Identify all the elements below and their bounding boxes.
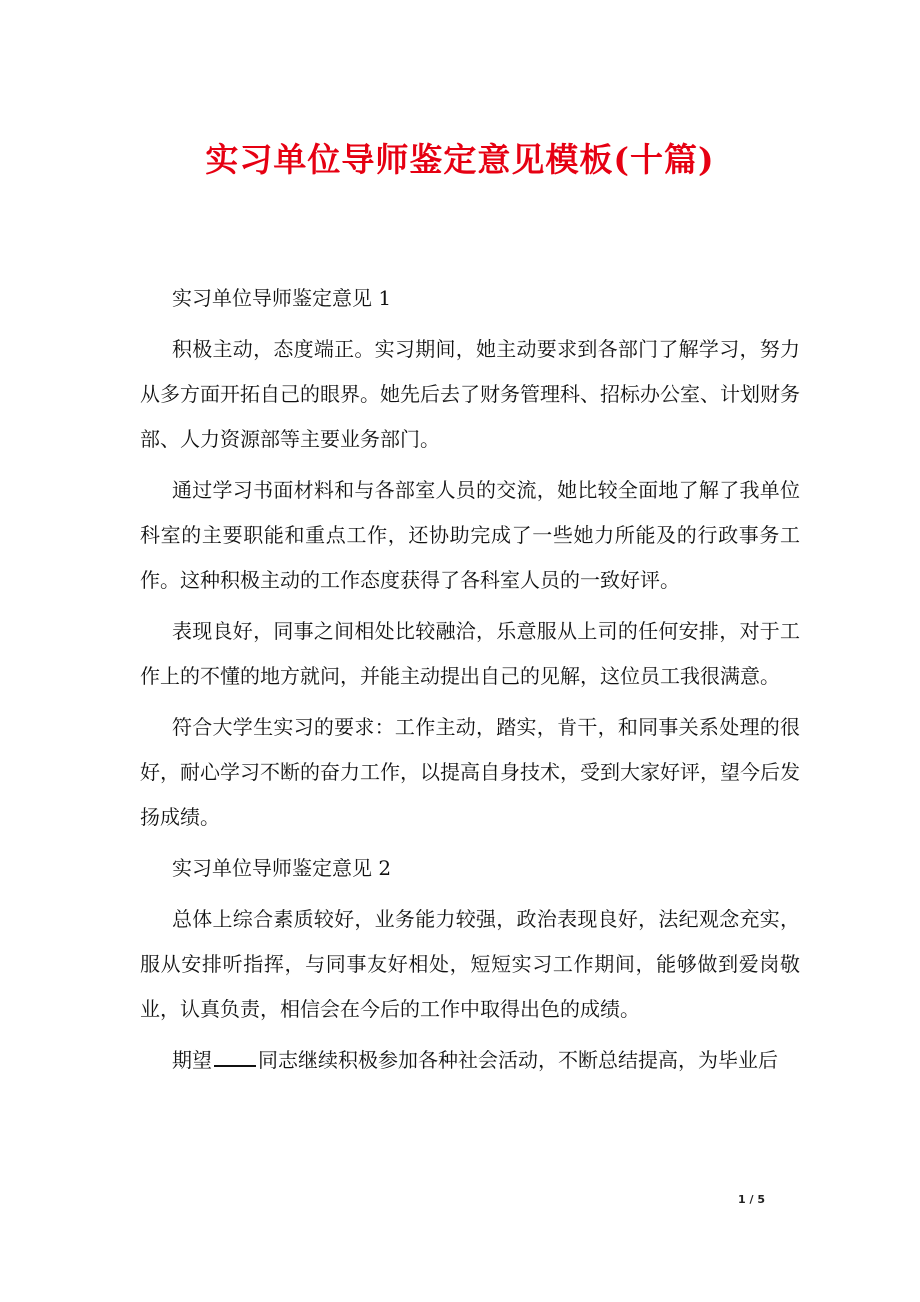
document-title: 实习单位导师鉴定意见模板(十篇) [205,140,715,179]
fill-in-blank [214,1047,256,1067]
paragraph-with-blank [140,1038,800,1083]
paragraph-text-after-blank: 同志继续积极参加各种社会活动，不断总结提高，为毕业后 [258,1048,778,1072]
paragraph: 表现良好，同事之间相处比较融洽，乐意服从上司的任何安排，对于工作上的不懂的地方就问，并能主动提出自己的见解，这位员工我很满意。 [140,619,800,688]
paragraph: 符合大学生实习的要求：工作主动，踏实，肯干，和同事关系处理的很好，耐心学习不断的奋力工作，以提高自身技术，受到大家好评，望今后发扬成绩。 [140,715,800,829]
paragraph: 通过学习书面材料和与各部室人员的交流，她比较全面地了解了我单位科室的主要职能和重点工作，还协助完成了一些她力所能及的行政事务工作。这种积极主动的工作态度获得了各科室人员的一致好评。 [140,478,800,592]
paragraph: 总体上综合素质较好，业务能力较强，政治表现良好，法纪观念充实，服从安排听指挥，与同事友好相处，短短实习工作期间，能够做到爱岗敬业，认真负责，相信会在今后的工作中取得出色的成绩。 [140,907,800,1021]
page-number: 1 / 5 [738,1193,765,1206]
paragraph: 积极主动，态度端正。实习期间，她主动要求到各部门了解学习，努力从多方面开拓自己的眼界。她先后去了财务管理科、招标办公室、计划财务部、人力资源部等主要业务部门。 [140,337,800,451]
section-heading-2: 实习单位导师鉴定意见 2 [172,856,392,880]
paragraph-text-before-blank: 期望 [172,1048,212,1072]
section-heading-1: 实习单位导师鉴定意见 1 [172,286,392,310]
document-body [140,276,800,1089]
